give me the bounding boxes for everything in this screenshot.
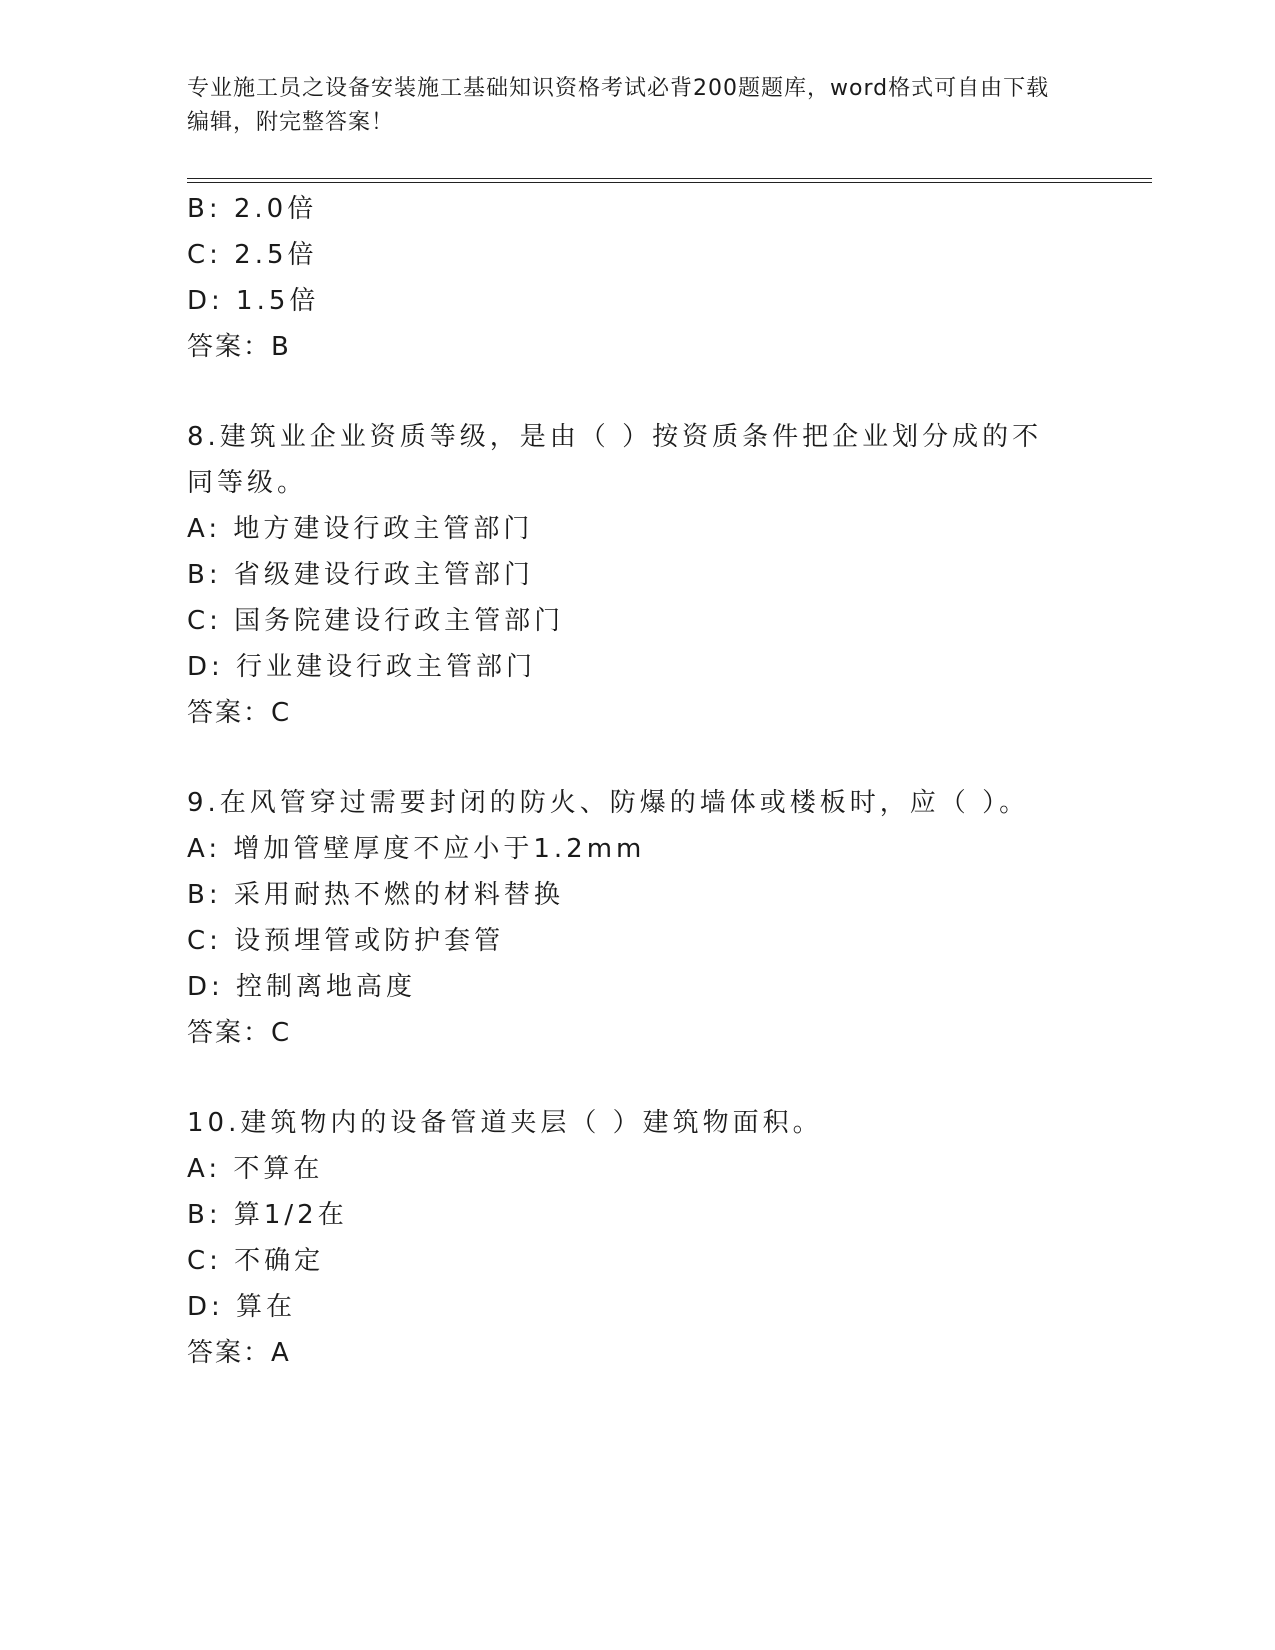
header-rule <box>187 178 1152 183</box>
document-body <box>187 186 1087 1376</box>
option-d: D: 行业建设行政主管部门 <box>187 652 537 682</box>
option-d: D: 控制离地高度 <box>187 972 417 1002</box>
answer: 答案：B <box>187 332 291 362</box>
option-b: B: 2.0倍 <box>187 194 318 224</box>
question-10 <box>187 1100 1087 1376</box>
option-c: C: 设预埋管或防护套管 <box>187 926 505 956</box>
option-a: A: 增加管壁厚度不应小于1.2mm <box>187 834 646 864</box>
option-c: C: 不确定 <box>187 1246 325 1276</box>
question-stem: 8.建筑业企业资质等级，是由（ ）按资质条件把企业划分成的不同等级。 <box>187 422 1043 498</box>
answer: 答案：A <box>187 1338 291 1368</box>
option-a: A: 地方建设行政主管部门 <box>187 514 534 544</box>
question-stem: 9.在风管穿过需要封闭的防火、防爆的墙体或楼板时，应（ ）。 <box>187 788 1030 818</box>
option-c: C: 2.5倍 <box>187 240 318 270</box>
page-header: 专业施工员之设备安装施工基础知识资格考试必背200题题库，word格式可自由下载编辑，附完整答案！ <box>187 76 1050 135</box>
answer: 答案：C <box>187 698 292 728</box>
question-stem: 10.建筑物内的设备管道夹层（ ）建筑物面积。 <box>187 1108 823 1138</box>
answer: 答案：C <box>187 1018 292 1048</box>
option-b: B: 算1/2在 <box>187 1200 348 1230</box>
option-b: B: 采用耐热不燃的材料替换 <box>187 880 564 910</box>
question-9 <box>187 780 1087 1056</box>
option-b: B: 省级建设行政主管部门 <box>187 560 534 590</box>
option-a: A: 不算在 <box>187 1154 324 1184</box>
option-d: D: 算在 <box>187 1292 297 1322</box>
carryover-question <box>187 186 1087 370</box>
option-c: C: 国务院建设行政主管部门 <box>187 606 565 636</box>
question-8 <box>187 414 1087 736</box>
option-d: D: 1.5倍 <box>187 286 320 316</box>
